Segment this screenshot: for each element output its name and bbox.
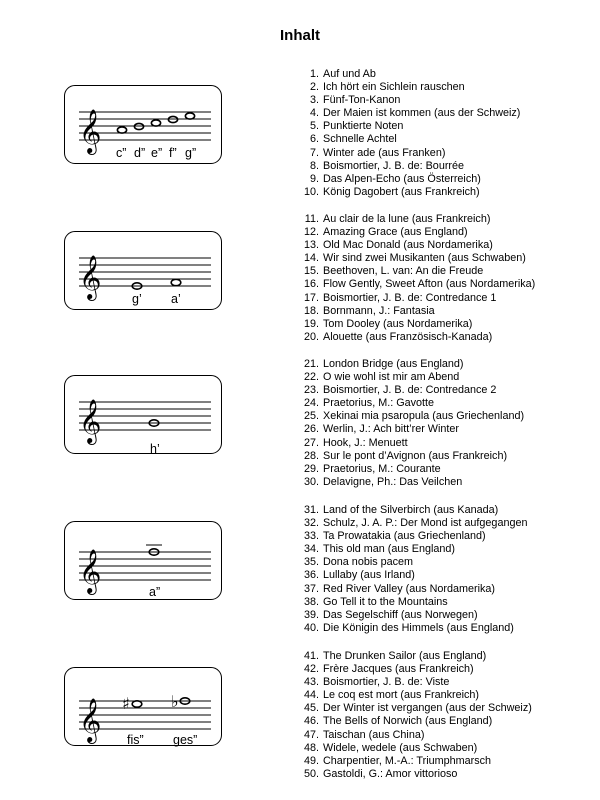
item-title: This old man (aus England) — [323, 543, 456, 556]
list-item — [290, 410, 524, 423]
list-item — [290, 650, 532, 663]
list-item — [290, 517, 527, 530]
item-number: 13. — [303, 239, 319, 252]
item-number: 20. — [303, 330, 319, 343]
item-number: 26. — [303, 423, 319, 436]
item-number: 33. — [303, 530, 319, 543]
item-number: 38. — [303, 595, 319, 608]
item-title: Schnelle Achtel — [323, 133, 397, 146]
item-title: Boismortier, J. B. de: Bourrée — [323, 159, 465, 172]
item-title: Au clair de la lune (aus Frankreich) — [323, 213, 491, 225]
item-number: 14. — [303, 252, 319, 265]
note-label: a” — [149, 585, 161, 599]
list-item — [290, 583, 527, 596]
list-item — [290, 622, 527, 635]
list-item — [290, 331, 535, 344]
list-item — [290, 292, 535, 305]
list-item — [290, 239, 535, 252]
list-item — [290, 252, 535, 265]
list-item — [290, 715, 532, 728]
item-title: Go Tell it to the Mountains — [323, 595, 448, 608]
note-label: c” — [116, 146, 127, 160]
item-title: Ich hört ein Sichlein rauschen — [323, 81, 465, 94]
note-label: fis” — [127, 733, 144, 747]
item-title: Ta Prowatakia (aus Griechenland) — [323, 530, 486, 543]
item-title: The Drunken Sailor (aus England) — [323, 650, 487, 662]
item-number: 9. — [309, 172, 319, 185]
list-item — [290, 476, 524, 489]
item-number: 39. — [303, 608, 319, 621]
note-label: ges” — [173, 733, 198, 747]
list-item — [290, 133, 520, 146]
item-title: Boismortier, J. B. de: Viste — [323, 676, 450, 689]
item-number: 8. — [309, 159, 319, 172]
item-title: Hook, J.: Menuett — [323, 436, 408, 449]
item-title: Das Segelschiff (aus Norwegen) — [323, 608, 478, 621]
item-number: 28. — [303, 449, 319, 462]
item-number: 29. — [303, 462, 319, 475]
item-title: Frère Jacques (aus Frankreich) — [323, 663, 474, 676]
item-number: 19. — [303, 317, 319, 330]
item-number: 15. — [303, 265, 319, 278]
item-number: 24. — [303, 397, 319, 410]
item-number: 23. — [303, 384, 319, 397]
item-title: London Bridge (aus England) — [323, 358, 464, 370]
item-title: Old Mac Donald (aus Nordamerika) — [323, 239, 493, 252]
list-item — [290, 278, 535, 291]
list-item — [290, 596, 527, 609]
item-title: The Bells of Norwich (aus England) — [323, 715, 493, 728]
list-item — [290, 226, 535, 239]
note-card-2 — [64, 231, 222, 310]
item-number: 6. — [309, 133, 319, 146]
item-number: 35. — [303, 556, 319, 569]
item-title: Lullaby (aus Irland) — [323, 569, 415, 582]
item-number: 27. — [303, 436, 319, 449]
list-item — [290, 68, 520, 81]
item-number: 30. — [303, 475, 319, 488]
list-item — [290, 437, 524, 450]
item-title: Der Winter ist vergangen (aus der Schweiz) — [323, 702, 532, 715]
item-title: Land of the Silverbirch (aus Kanada) — [323, 504, 499, 516]
list-item — [290, 94, 520, 107]
item-number: 48. — [303, 741, 319, 754]
item-title: Xekinai mia psaropula (aus Griechenland) — [323, 410, 525, 423]
item-title: Gastoldi, G.: Amor vittorioso — [323, 767, 458, 780]
list-item — [290, 543, 527, 556]
item-title: Red River Valley (aus Nordamerika) — [323, 582, 496, 595]
treble-clef-icon: 𝄞 — [79, 255, 102, 299]
item-title: Delavigne, Ph.: Das Veilchen — [323, 475, 463, 488]
item-number: 45. — [303, 702, 319, 715]
list-item — [290, 120, 520, 133]
item-title: Wir sind zwei Musikanten (aus Schwaben) — [323, 252, 526, 265]
item-number: 44. — [303, 689, 319, 702]
item-title: Sur le pont d’Avignon (aus Frankreich) — [323, 449, 508, 462]
item-number: 43. — [303, 676, 319, 689]
item-number: 22. — [303, 371, 319, 384]
item-number: 37. — [303, 582, 319, 595]
song-list-4 — [290, 504, 527, 635]
item-title: Punktierte Noten — [323, 120, 404, 133]
item-title: Alouette (aus Französisch-Kanada) — [323, 330, 493, 343]
item-number: 49. — [303, 754, 319, 767]
item-number: 50. — [303, 767, 319, 780]
note-card-5 — [64, 667, 222, 746]
list-item — [290, 609, 527, 622]
item-title: Taischan (aus China) — [323, 728, 425, 741]
item-title: Boismortier, J. B. de: Contredance 1 — [323, 291, 497, 304]
item-number: 31. — [303, 504, 319, 516]
item-number: 7. — [309, 146, 319, 159]
item-title: Der Maien ist kommen (aus der Schweiz) — [323, 107, 521, 120]
item-number: 1. — [309, 68, 319, 80]
treble-clef-icon: 𝄞 — [79, 549, 102, 593]
item-number: 16. — [303, 278, 319, 291]
list-item — [290, 384, 524, 397]
item-title: Schulz, J. A. P.: Der Mond ist aufgegangen — [323, 517, 528, 530]
note-label: e” — [151, 146, 163, 160]
list-item — [290, 504, 527, 517]
note-label: h’ — [150, 442, 160, 456]
item-number: 46. — [303, 715, 319, 728]
list-item — [290, 213, 535, 226]
item-title: Praetorius, M.: Gavotte — [323, 397, 435, 410]
item-number: 36. — [303, 569, 319, 582]
list-item — [290, 371, 524, 384]
item-number: 4. — [309, 107, 319, 120]
item-number: 17. — [303, 291, 319, 304]
item-title: Werlin, J.: Ach bitt’rer Winter — [323, 423, 459, 436]
note-label: f” — [169, 146, 177, 160]
list-item — [290, 147, 520, 160]
list-item — [290, 463, 524, 476]
item-title: Charpentier, M.-A.: Triumphmarsch — [323, 754, 492, 767]
note-head — [151, 120, 160, 126]
list-item — [290, 676, 532, 689]
list-item — [290, 702, 532, 715]
item-number: 32. — [303, 517, 319, 530]
list-item — [290, 742, 532, 755]
note-label: g’ — [132, 292, 142, 306]
list-item — [290, 186, 520, 199]
list-item — [290, 81, 520, 94]
item-number: 10. — [303, 185, 319, 198]
song-list-3 — [290, 358, 524, 489]
item-number: 34. — [303, 543, 319, 556]
list-item — [290, 397, 524, 410]
item-title: Tom Dooley (aus Nordamerika) — [323, 317, 473, 330]
note-card-1 — [64, 85, 222, 164]
list-item — [290, 318, 535, 331]
item-number: 47. — [303, 728, 319, 741]
list-item — [290, 173, 520, 186]
item-title: Winter ade (aus Franken) — [323, 146, 446, 159]
list-item — [290, 569, 527, 582]
item-number: 41. — [303, 650, 319, 662]
list-item — [290, 107, 520, 120]
note-label: a’ — [171, 292, 181, 306]
item-number: 21. — [303, 358, 319, 370]
list-item — [290, 729, 532, 742]
list-item — [290, 265, 535, 278]
sharp-icon: ♯ — [122, 694, 130, 713]
song-list-2 — [290, 213, 535, 344]
song-list-5 — [290, 650, 532, 781]
item-title: Amazing Grace (aus England) — [323, 226, 468, 239]
note-head — [117, 127, 126, 133]
item-title: König Dagobert (aus Frankreich) — [323, 185, 480, 198]
item-title: Widele, wedele (aus Schwaben) — [323, 741, 478, 754]
note-label: g” — [185, 146, 197, 160]
item-number: 40. — [303, 621, 319, 634]
treble-clef-icon: 𝄞 — [79, 109, 102, 153]
item-number: 11. — [304, 213, 319, 225]
list-item — [290, 305, 535, 318]
list-item — [290, 768, 532, 781]
item-number: 25. — [303, 410, 319, 423]
song-list-1 — [290, 68, 520, 199]
page-title: Inhalt — [280, 27, 320, 44]
treble-clef-icon: 𝄞 — [79, 698, 102, 742]
list-item — [290, 423, 524, 436]
item-title: Le coq est mort (aus Frankreich) — [323, 689, 480, 702]
note-head — [132, 701, 142, 707]
item-title: Die Königin des Himmels (aus England) — [323, 621, 514, 634]
list-item — [290, 160, 520, 173]
treble-clef-icon: 𝄞 — [79, 399, 102, 443]
list-item — [290, 755, 532, 768]
item-title: O wie wohl ist mir am Abend — [323, 371, 460, 384]
item-title: Das Alpen-Echo (aus Österreich) — [323, 172, 481, 185]
item-number: 12. — [303, 226, 319, 239]
item-title: Dona nobis pacem — [323, 556, 414, 569]
item-number: 5. — [309, 120, 319, 133]
item-title: Auf und Ab — [323, 68, 376, 80]
note-card-4 — [64, 521, 222, 600]
note-head — [171, 279, 181, 285]
list-item — [290, 556, 527, 569]
flat-icon: ♭ — [171, 692, 179, 711]
item-number: 2. — [309, 81, 319, 94]
item-title: Fünf-Ton-Kanon — [323, 94, 401, 107]
list-item — [290, 358, 524, 371]
item-number: 18. — [303, 304, 319, 317]
list-item — [290, 530, 527, 543]
list-item — [290, 663, 532, 676]
item-title: Boismortier, J. B. de: Contredance 2 — [323, 384, 497, 397]
note-card-3 — [64, 375, 222, 454]
item-title: Beethoven, L. van: An die Freude — [323, 265, 484, 278]
item-title: Praetorius, M.: Courante — [323, 462, 441, 475]
item-title: Flow Gently, Sweet Afton (aus Nordamerika) — [323, 278, 536, 291]
item-number: 42. — [303, 663, 319, 676]
list-item — [290, 450, 524, 463]
note-head — [185, 113, 194, 119]
list-item — [290, 689, 532, 702]
note-label: d” — [134, 146, 146, 160]
item-title: Bornmann, J.: Fantasia — [323, 304, 435, 317]
item-number: 3. — [309, 94, 319, 107]
